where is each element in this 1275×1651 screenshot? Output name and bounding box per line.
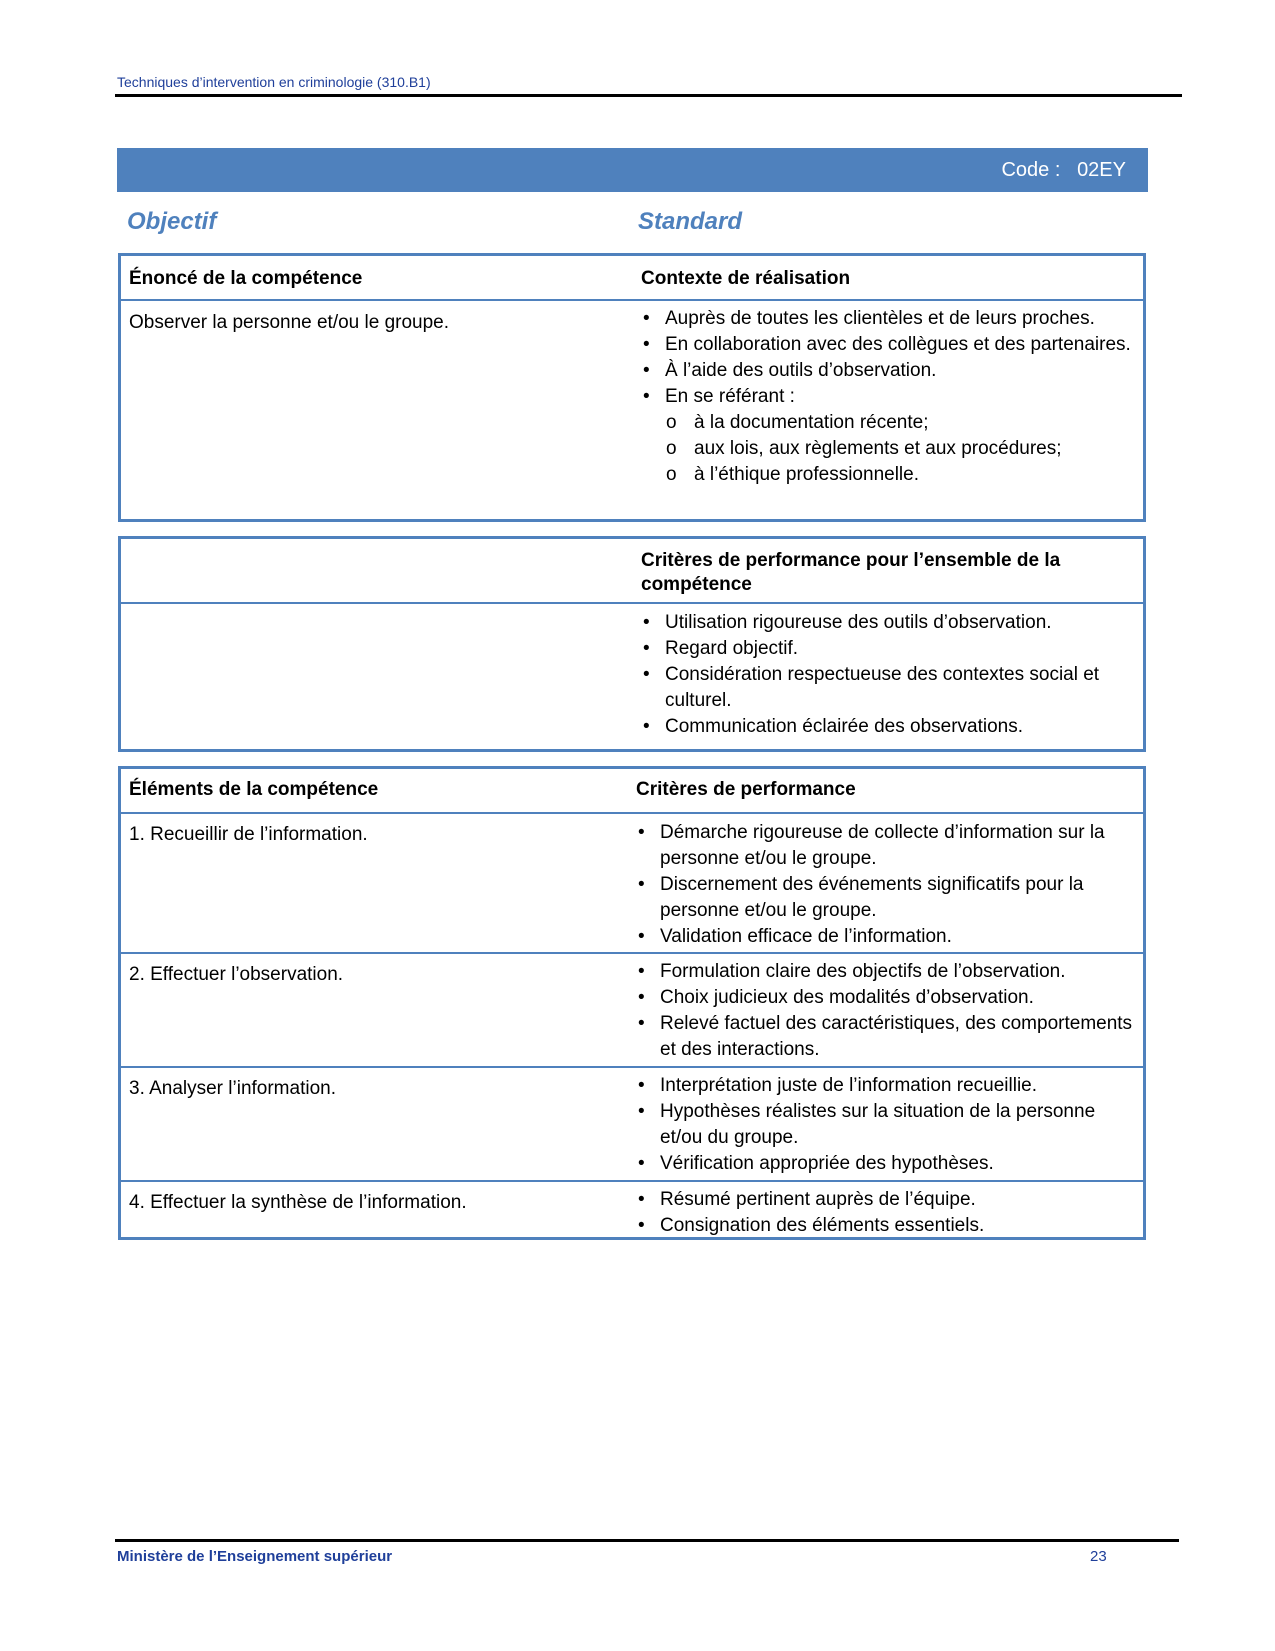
element-label: 2. Effectuer l’observation. [129,964,344,985]
reference-sublist [641,410,1141,488]
elements-table [118,766,1146,1240]
enonce-header: Énoncé de la compétence [129,268,363,289]
objectif-heading: Objectif [127,208,217,235]
list-item: • En collaboration avec des collègues et des partenaires. [641,332,1141,358]
contexte-list-wrap [641,306,1141,488]
list-item: • Regard objectif. [641,636,1141,662]
footer-rule [115,1539,1179,1542]
standard-heading: Standard [638,208,743,235]
list-item: • Communication éclairée des observations. [641,714,1141,740]
list-item: • En se référant : [641,384,1141,410]
list-item: o aux lois, aux règlements et aux procédures; [641,436,1141,462]
list-item: o à l’éthique professionnelle. [641,462,1141,488]
list-item: • Hypothèses réalistes sur la situation de la personne et/ou du groupe. [636,1099,1136,1151]
list-item: o à la documentation récente; [641,410,1141,436]
list-item: • Choix judicieux des modalités d’observation. [636,985,1136,1011]
list-item: • Démarche rigoureuse de collecte d’information sur la personne et/ou le groupe. [636,820,1136,872]
contexte-list [641,306,1141,410]
code-bar [117,148,1148,192]
element-label: 4. Effectuer la synthèse de l’information. [129,1192,467,1213]
table-row [121,1182,1143,1242]
element-criteres-wrap [636,1073,1136,1177]
elements-table-header [121,769,1143,814]
element-label: 1. Recueillir de l’information. [129,824,368,845]
page-number: 23 [1090,1548,1107,1565]
list-item: • Relevé factuel des caractéristiques, des comportements et des interactions. [636,1011,1136,1063]
list-item: • Validation efficace de l’information. [636,924,1136,950]
performance-overall-list-wrap [641,610,1141,740]
criteres-header: Critères de performance [636,779,856,800]
performance-overall-list [641,610,1141,740]
list-item: • Considération respectueuse des contextes social et culturel. [641,662,1141,714]
competence-statement: Observer la personne et/ou le groupe. [129,312,450,333]
list-item: • Vérification appropriée des hypothèses. [636,1151,1136,1177]
element-criteres [636,820,1136,950]
list-item: • Interprétation juste de l’information recueillie. [636,1073,1136,1099]
element-criteres-wrap [636,959,1136,1063]
footer-ministry: Ministère de l’Enseignement supérieur [117,1548,393,1565]
list-item: • Formulation claire des objectifs de l’observation. [636,959,1136,985]
code-label: Code : 02EY [1001,158,1126,181]
table-row [121,954,1143,1068]
page-header-title: Techniques d’intervention en criminologie (310.B1) [117,74,431,90]
table-row [121,814,1143,954]
performance-overall-table [118,536,1146,752]
element-criteres [636,1073,1136,1177]
element-criteres-wrap [636,1187,1136,1239]
competence-table-header [121,256,1143,301]
element-label: 3. Analyser l’information. [129,1078,336,1099]
elements-header: Éléments de la compétence [129,779,379,800]
list-item: • Utilisation rigoureuse des outils d’observation. [641,610,1141,636]
table-row [121,1068,1143,1182]
element-criteres-wrap [636,820,1136,950]
code-value: 02EY [1077,158,1126,181]
list-item: • Résumé pertinent auprès de l’équipe. [636,1187,1136,1213]
competence-row [121,301,1143,511]
performance-overall-title: Critères de performance pour l’ensemble de la compétence [641,550,1061,595]
element-criteres [636,1187,1136,1239]
list-item: • Consignation des éléments essentiels. [636,1213,1136,1239]
list-item: • Discernement des événements significatifs pour la personne et/ou le groupe. [636,872,1136,924]
contexte-header: Contexte de réalisation [641,268,851,289]
performance-overall-row [121,604,1143,744]
performance-overall-header [121,539,1143,604]
list-item: • Auprès de toutes les clientèles et de leurs proches. [641,306,1141,332]
competence-table [118,253,1146,522]
header-rule [115,94,1182,97]
element-criteres [636,959,1136,1063]
list-item: • À l’aide des outils d’observation. [641,358,1141,384]
